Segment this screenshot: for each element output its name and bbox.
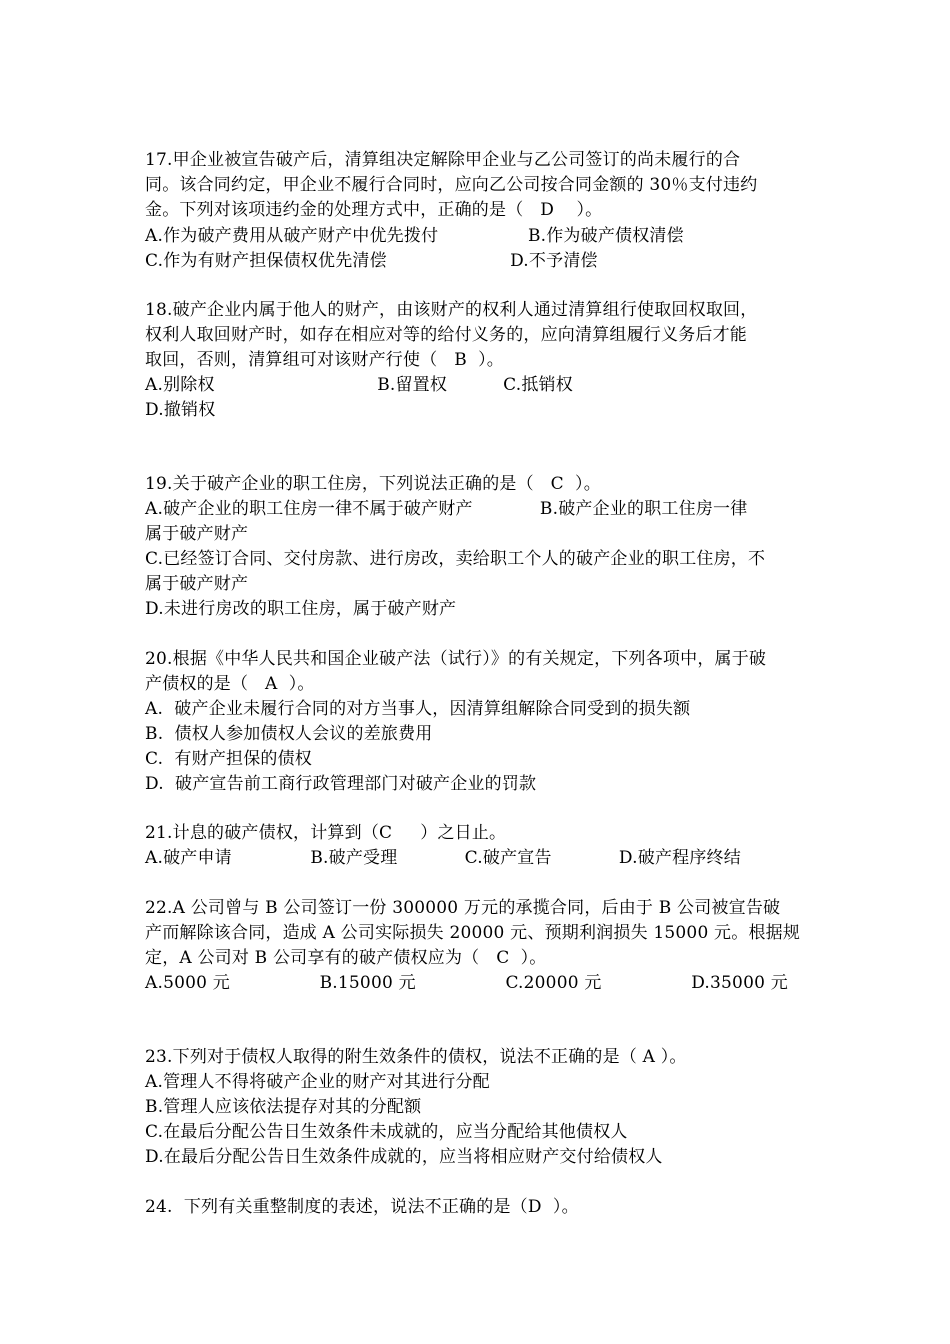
q18-option-d: D.撤销权 (145, 400, 216, 420)
q18-line-1: 18.破产企业内属于他人的财产，由该财产的权利人通过清算组行使取回权取回， (145, 300, 758, 320)
q19-options-ab: A.破产企业的职工住房一律不属于破产财产 B.破产企业的职工住房一律 (145, 499, 748, 519)
q21-options: A.破产申请 B.破产受理 C.破产宣告 D.破产程序终结 (145, 848, 741, 868)
q20-option-d: D. 破产宣告前工商行政管理部门对破产企业的罚款 (145, 774, 537, 794)
q20-option-c: C. 有财产担保的债权 (145, 749, 313, 769)
q19-option-c-cont: 属于破产财产 (145, 574, 249, 594)
q19-option-c: C.已经签订合同、交付房款、进行房改，卖给职工个人的破产企业的职工住房，不 (145, 549, 766, 569)
q21-line-1: 21.计息的破产债权，计算到（C ）之日止。 (145, 823, 507, 843)
q17-options-ab: A.作为破产费用从破产财产中优先拨付 B.作为破产债权清偿 (145, 226, 684, 246)
q23-option-d: D.在最后分配公告日生效条件成就的，应当将相应财产交付给债权人 (145, 1147, 663, 1167)
q19-option-d: D.未进行房改的职工住房，属于破产财产 (145, 599, 457, 619)
q19-line-1: 19.关于破产企业的职工住房，下列说法正确的是（ C ）。 (145, 474, 601, 494)
q17-line-3: 金。下列对该项违约金的处理方式中，正确的是（ D ）。 (145, 200, 603, 220)
q22-options: A.5000 元 B.15000 元 C.20000 元 D.35000 元 (145, 973, 788, 993)
q20-option-b: B. 债权人参加债权人会议的差旅费用 (145, 724, 433, 744)
q23-line-1: 23.下列对于债权人取得的附生效条件的债权，说法不正确的是（ A ）。 (145, 1047, 687, 1067)
q22-line-1: 22.A 公司曾与 B 公司签订一份 300000 万元的承揽合同，后由于 B 公司被宣告破 (145, 898, 781, 918)
q23-option-b: B.管理人应该依法提存对其的分配额 (145, 1097, 422, 1117)
q22-line-2: 产而解除该合同，造成 A 公司实际损失 20000 元、预期利润损失 15000 元。根据规 (145, 923, 801, 943)
q24-line-1: 24. 下列有关重整制度的表述，说法不正确的是（D ）。 (145, 1197, 579, 1217)
q18-line-3: 取回，否则，清算组可对该财产行使（ B ）。 (145, 350, 505, 370)
q18-options-abc: A.别除权 B.留置权 C.抵销权 (145, 375, 573, 395)
q20-option-a: A. 破产企业未履行合同的对方当事人，因清算组解除合同受到的损失额 (145, 699, 691, 719)
q20-line-1: 20.根据《中华人民共和国企业破产法（试行）》的有关规定，下列各项中，属于破 (145, 649, 767, 669)
q18-line-2: 权利人取回财产时，如存在相应对等的给付义务的，应向清算组履行义务后才能 (145, 325, 747, 345)
q17-line-2: 同。该合同约定，甲企业不履行合同时，应向乙公司按合同金额的 30％支付违约 (145, 175, 758, 195)
q23-option-c: C.在最后分配公告日生效条件未成就的，应当分配给其他债权人 (145, 1122, 628, 1142)
q22-line-3: 定，A 公司对 B 公司享有的破产债权应为（ C ）。 (145, 948, 547, 968)
q17-options-cd: C.作为有财产担保债权优先清偿 D.不予清偿 (145, 251, 598, 271)
q23-option-a: A.管理人不得将破产企业的财产对其进行分配 (145, 1072, 490, 1092)
q19-option-b-cont: 属于破产财产 (145, 524, 249, 544)
q20-line-2: 产债权的是（ A ）。 (145, 674, 315, 694)
q17-line-1: 17.甲企业被宣告破产后，清算组决定解除甲企业与乙公司签订的尚未履行的合 (145, 150, 741, 170)
